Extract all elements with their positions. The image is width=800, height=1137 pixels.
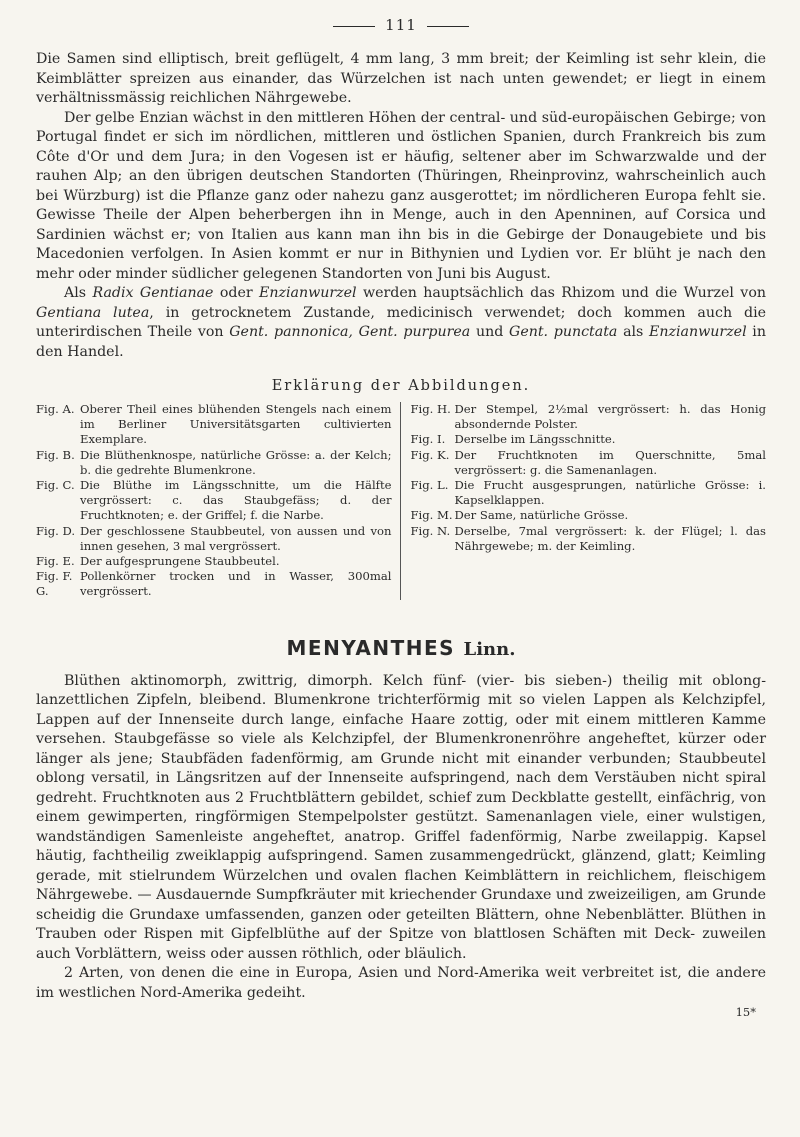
genus-heading: [36, 636, 766, 660]
signature-mark: 15*: [735, 1005, 756, 1020]
figure-legend-left: [36, 402, 401, 600]
figure-entry: Fig. F. G. Pollenkörner trocken und in Wasser, 300mal vergrössert.: [36, 569, 392, 599]
figure-entry: Fig. B. Die Blüthenknospe, natürliche Grösse: a. der Kelch; b. die gedrehte Blumenkrone.: [36, 447, 392, 477]
figure-entry: Fig. A. Oberer Theil eines blühenden Stengels nach einem im Berliner Universitätsgarten cultivierten Exemplare.: [36, 402, 392, 447]
figure-entry: Fig. E. Der aufgesprungene Staubbeutel.: [36, 554, 280, 569]
paragraph-menyanthes-description: Blüthen aktinomorph, zwittrig, dimorph. Kelch fünf- (vier- bis sieben-) theilig mit oblong-lanzettlichen Zipfeln, bleibend. Blumenkrone trichterförmig mit so vielen Lappen als Kelchzipfel, Lappen auf der Innenseite durch lange, einfache Haare zottig, oder mit einem mittleren Kamme versehen. Staubgefässe so viele als Kelchzipfel, der Blumenkronenröhre angeheftet, kürzer oder länger als jene; Staubfäden fadenförmig, am Grunde nicht mit einander verbunden; Staubbeutel oblong versatil, in Längsritzen auf der Innenseite aufspringend, nach dem Verstäuben nicht spiral gedreht. Fruchtknoten aus 2 Fruchtblättern gebildet, schief zum Deckblatte gestellt, einfächrig, von einem gewimperten, ringförmigen Stempelpolster gestützt. Samenanlagen viele, einer wulstigen, wandständigen Samenleiste angeheftet, anatrop. Griffel fadenförmig, Narbe zweilappig. Kapsel häutig, fachtheilig zweiklappig aufspringend. Samen zusammengedrückt, glänzend, glatt; Keimling gerade, mit stielrundem Würzelchen und ovalen flachen Keimblättern in reichlichem, fleischigem Nährgewebe. — Ausdauernde Sumpfkräuter mit kriechender Grundaxe und zweizeiligen, am Grunde scheidig die Grundaxe umfassenden, ganzen oder geteilten Blättern, ohne Nebenblätter. Blüthen in Trauben oder Rispen mit Gipfelblüthe auf der Spitze von blattlosen Schäften mit Deck- zuweilen auch Vorblättern, weiss oder aussen röthlich, oder bläulich.: [36, 672, 766, 962]
figure-entry: Fig. L. Die Frucht ausgesprungen, natürliche Grösse: i. Kapselklappen.: [410, 478, 766, 508]
genus-name: MENYANTHES: [286, 635, 456, 660]
figure-entry: Fig. I. Derselbe im Längsschnitte.: [410, 432, 616, 447]
figure-entry: Fig. D. Der geschlossene Staubbeutel, von aussen und von innen gesehen, 3 mal vergrössert.: [36, 523, 392, 553]
paragraph-distribution: Der gelbe Enzian wächst in den mittleren Höhen der central- und süd-europäischen Gebirge; von Portugal findet er sich im nördlichen, mittleren und östlichen Spanien, durch Frankreich bis zum Côte d'Or und dem Jura; in den Vogesen ist er häufig, seltener aber im Schwarzwalde und der rauhen Alp; an den übrigen deutschen Standorten (Thüringen, Rheinprovinz, wahrscheinlich auch bei Würzburg) ist die Pflanze ganz oder nahezu ganz ausgerottet; im nördlicheren Europa fehlt sie. Gewisse Theile der Alpen beherbergen ihn in Menge, auch in den Apenninen, auf Corsica und Sardinien wächst er; von Italien aus kann man ihn bis in die Gebirge der Donaugebiete und bis Macedonien verfolgen. In Asien kommt er nur in Bithynien und Lydien vor. Er blüht je nach den mehr oder minder südlicher gelegenen Standorten von Juni bis August.: [36, 109, 766, 282]
genus-author: Linn.: [463, 638, 516, 660]
seeds-text: Die Samen sind elliptisch, breit geflügelt, 4 mm lang, 3 mm breit; der Keimling ist sehr klein, die Keimblätter spreizen aus einander, das Würzelchen ist nach unten gewendet; er liegt in einem verhältnissmässig reichlichen Nährgewebe.: [36, 51, 766, 106]
figure-legend: [36, 402, 766, 600]
paragraph-menyanthes-species: 2 Arten, von denen die eine in Europa, Asien und Nord-Amerika weit verbreitet ist, die andere im westlichen Nord-Amerika gedeiht.: [36, 965, 766, 1001]
figure-entry: Fig. H. Der Stempel, 2½mal vergrössert: h. das Honig absondernde Polster.: [410, 402, 766, 432]
figure-entry: Fig. M. Der Same, natürliche Grösse.: [410, 508, 629, 523]
figure-entry: Fig. C. Die Blüthe im Längsschnitte, um die Hälfte vergrössert: c. das Staubgefäss; d. der Fruchtknoten; e. der Griffel; f. die Narbe.: [36, 478, 392, 523]
figure-entry: Fig. K. Der Fruchtknoten im Querschnitte, 5mal vergrössert: g. die Samenanlagen.: [410, 447, 766, 477]
paragraph-radix: Als Radix Gentianae oder Enzianwurzel werden hauptsächlich das Rhizom und die Wurzel von Gentiana lutea, in getrocknetem Zustande, medicinisch verwendet; doch kommen auch die unterirdischen Theile von Gent. pannonica, Gent. purpurea und Gent. punctata als Enzianwurzel in den Handel.: [36, 285, 767, 360]
page: [36, 16, 766, 1019]
paragraph-seeds: [36, 50, 766, 109]
figures-heading: Erklärung der Abbildungen.: [271, 378, 531, 394]
figure-legend-right: [401, 402, 767, 600]
figure-entry: Fig. N. Derselbe, 7mal vergrössert: k. der Flügel; l. das Nährgewebe; m. der Keimling.: [410, 523, 766, 553]
page-number: 111: [36, 16, 766, 34]
